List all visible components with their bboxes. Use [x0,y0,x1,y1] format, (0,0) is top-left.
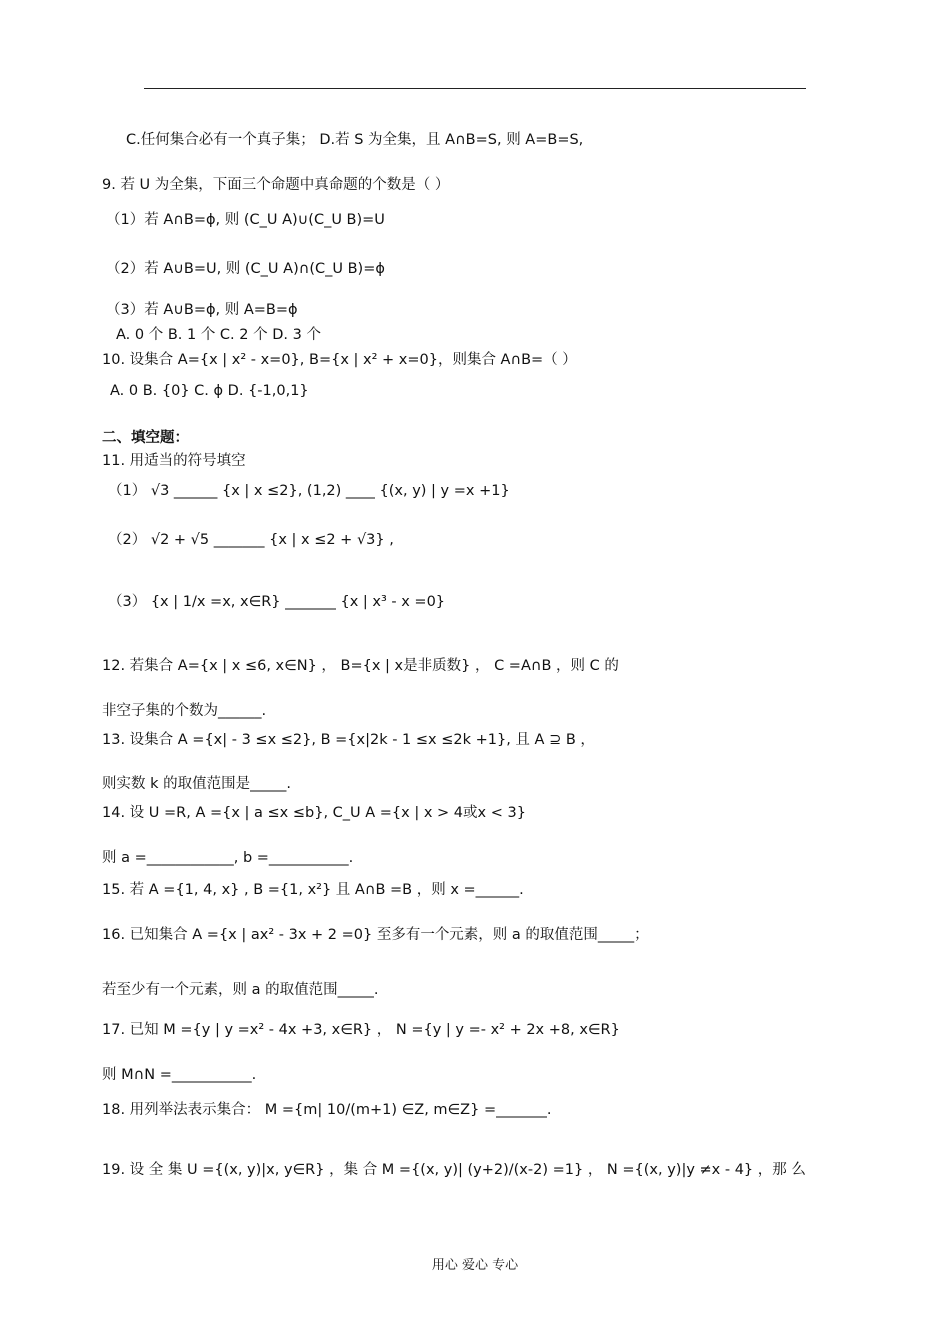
text-line-l19: 则 a =____________, b =___________. [102,850,354,866]
text-line-l18: 14. 设 U =R, A ={x | a ≤x ≤b}, C_U A ={x | x > 4或x < 3} [102,805,526,821]
text-line-l12: （2） √2 + √5 _______ {x | x ≤2 + √3} , [108,532,394,548]
text-line-l17: 则实数 k 的取值范围是_____. [102,776,291,792]
text-line-l20: 15. 若 A ={1, 4, x} , B ={1, x²} 且 A∩B =B ，则 x =______. [102,882,524,898]
text-line-l25: 18. 用列举法表示集合： M ={m| 10/(m+1) ∈Z, m∈Z} =_______. [102,1102,552,1118]
text-line-l05: （3）若 A∪B=ϕ, 则 A=B=ϕ [106,302,298,318]
text-line-l10: 11. 用适当的符号填空 [102,453,246,469]
text-line-l02: 9. 若 U 为全集，下面三个命题中真命题的个数是（ ） [102,177,450,193]
text-line-l16: 13. 设集合 A ={x| - 3 ≤x ≤2}, B ={x|2k - 1 ≤x ≤2k +1}, 且 A ⊇ B ， [102,732,595,748]
text-line-l06: A. 0 个 B. 1 个 C. 2 个 D. 3 个 [116,327,321,343]
text-line-l08: A. 0 B. {0} C. ϕ D. {-1,0,1} [110,383,309,399]
text-line-l13: （3） {x | 1/x =x, x∈R} _______ {x | x³ - x =0} [108,594,446,610]
text-line-l03: （1）若 A∩B=ϕ, 则 (C_U A)∪(C_U B)=U [106,212,385,228]
text-line-l15: 非空子集的个数为______. [102,703,267,719]
text-line-l09: 二、填空题： [102,430,189,446]
text-line-l26: 19. 设 全 集 U ={(x, y)|x, y∈R} ，集 合 M ={(x, y)| (y+2)/(x-2) =1} ， N ={(x, y)|y ≠x - 4} ，那 么 [102,1162,806,1178]
text-line-l22: 若至少有一个元素，则 a 的取值范围_____. [102,982,379,998]
text-line-l04: （2）若 A∪B=U, 则 (C_U A)∩(C_U B)=ϕ [106,261,385,277]
text-line-l21: 16. 已知集合 A ={x | ax² - 3x + 2 =0} 至多有一个元素，则 a 的取值范围_____； [102,927,649,943]
text-line-l24: 则 M∩N =___________. [102,1067,257,1083]
text-line-l07: 10. 设集合 A={x | x² - x=0}, B={x | x² + x=0}，则集合 A∩B=（ ） [102,352,577,368]
text-line-l11: （1） √3 ______ {x | x ≤2}, (1,2) ____ {(x, y) | y =x +1} [108,483,510,499]
page-footer: 用心 爱心 专心 [431,1258,519,1273]
text-line-l23: 17. 已知 M ={y | y =x² - 4x +3, x∈R} ， N ={y | y =- x² + 2x +8, x∈R} [102,1022,620,1038]
text-line-l01: C.任何集合必有一个真子集； D.若 S 为全集，且 A∩B=S, 则 A=B=S, [126,132,584,148]
text-line-l14: 12. 若集合 A={x | x ≤6, x∈N} ， B={x | x是非质数} ， C =A∩B ，则 C 的 [102,658,619,674]
header-rule [144,88,806,89]
